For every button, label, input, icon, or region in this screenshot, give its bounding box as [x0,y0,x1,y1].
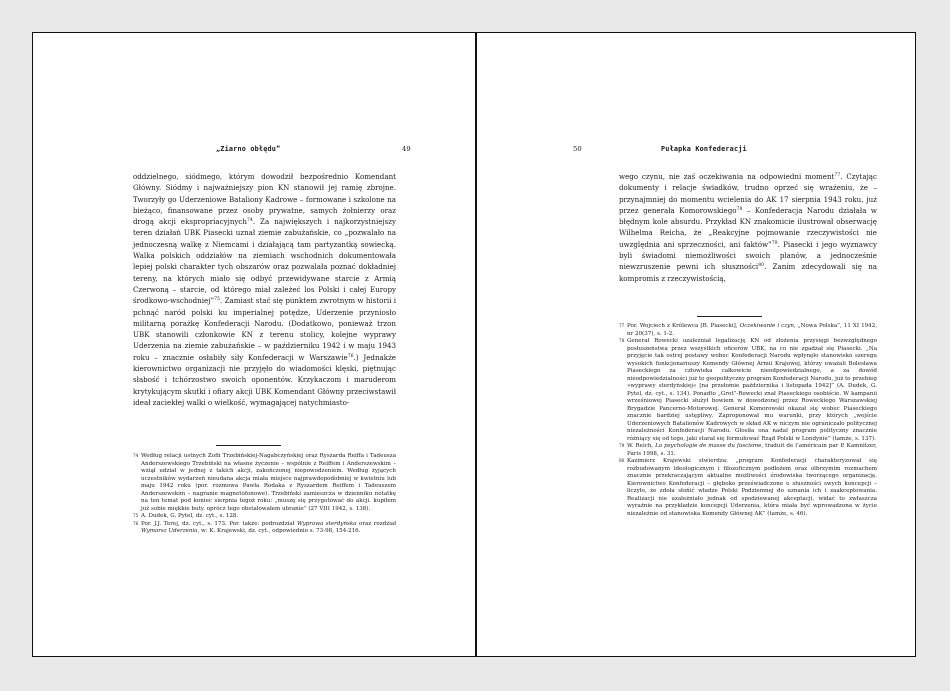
body-text-segment: . Zamiast stać się punktem zwrotnym w historii i pchnąć naród polski ku imperialnej potędze, Uderzenie przyniosło militarną porażkę Konfederacji Narodu. (Dodatkowo, ponieważ trzon UBK stanowili członkowie KN z terenu stolicy, kolejne wyprawy Uderzenia na ziemie zabużańskie – w październiku 1942 i w maju 1943 roku – znacznie osłabiły siły Konfederacji w Warszawie [133,296,396,362]
right-body-text [619,171,877,284]
left-body-text [133,171,396,408]
footnote-reference: 78 [736,206,743,212]
footnote-number: 77 [619,323,625,328]
footnote-text-segment: Kazimierz Krajewski stwierdza: „program Konfederacji charakteryzował się rozbudowanym ideologicznym i filozoficznym podłożem oraz olbrzymim rozmachem znacznie przekraczającym aktualne możliwości środowiska tworzącego organizację. Kierownictwo Konfederacji – głęboko przeświadczone o słuszności swych koncepcji – liczyło, że zdoła słońić władze Polski Podziemnej do uznania ich i zaakceptowania. Realizacji nie uzależniało jednak od spodziewanej akceptacji, widać to zwłaszcza wyraźnie na przykładzie koncepcji Uderzenia, która miała być wprowadzona w życie niezależnie od stanowiska Komendy Głównej AK” (tamże, s. 46). [627,458,877,517]
footnote-number: 80 [619,458,625,463]
footnote-title: Wyprawa sterdyńska [297,520,357,527]
footnote [619,458,877,518]
body-text-segment: . Za największych i najkorzystniejszy teren działań UBK Piasecki uznał ziemie zabużańskie, co „pozwalało na jednoczesną walkę z Niemcami i działającą tam partyzantką sowiecką. Walka polskich oddziałów na ziemiach wschodnich dokumentowała lepiej polski charakter tych obszarów oraz pozwalała poznać dokładniej tereny, na których miało się odbyć przewidywane starcie z Armią Czerwoną – starcie, od którego miał zależeć los Polski i całej Europy środkowo-wschodniej” [133,217,396,306]
footnote-text-segment: Według relacji ustnych Zofii Trzebińskiej-Nagabczyńskiej oraz Ryszarda Reiffa i Tadeusza Anderszewskiego Trzebiński na własne życzenie – wspólnie z Reiffem i Anderszewskim – wziął udział w jednej z takich akcji, zakończonej niepowodzeniem. Według żyjących uczestników wydarzeń nieudana akcja miała miejsce najprawdopodobniej w kwietniu lub maju 1942 roku (por. rozmowa Pawła Rodaka z Ryszardem Reiffem i Tadeuszem Anderszewskim – nagranie magnetofonowe). Trzebiński zamieszcza w dzienniku notatkę na ten temat pod koniec sierpnia tegoż roku: „muszę się przygotować do akcji. kupiłem już sobie miękkie buty. oprócz tego obstalowałem ubranie” (27 VIII 1942, s. 138). [141,453,396,512]
footnote-title: Oczekiwanie i czyn [739,323,794,329]
body-text-segment: . Czytając dokumenty i relacje świadków, trudno oprzeć się wrażeniu, że – przynajmniej do momentu wcielenia do AK 17 sierpnia 1943 roku, już przez generała Komorowskiego [619,172,877,215]
footnote [619,443,877,458]
footnote-reference: 79 [771,240,778,246]
left-running-title: „Ziarno obłędu” [216,145,281,153]
footnote-text [141,521,396,535]
footnote-text-segment: , „Nowa Polska”, 11 XI 1942, nr 20(37), s. 1-2. [627,323,877,337]
body-text-segment: . Piasecki i jego wyznawcy byli świadomi niemożliwości swoich planów, a jednocześnie niewzruszenie pewni ich słuszności [619,239,877,272]
body-text-segment: – Konfederacja Narodu działała w błędnym kole absurdu. Przykład KN znakomicie ilustrował obserwację Wilhelma Reicha, że „Reakcyjne pojmowanie rzeczywistości nie uwzględnia ani sprzeczności, ani faktów” [619,205,877,249]
footnote-text-segment: , traduit de l’américain par P. Kamnitzer, Paris 1998, s. 31. [627,443,877,457]
footnote [133,521,396,536]
footnote [133,513,396,521]
footnote-reference: 77 [834,173,841,178]
footnote-text-segment: A. Dudek, G. Pytel, dz. cyt., s. 128. [141,513,239,519]
footnote-text [627,458,877,517]
footnote-title: Wymarsz Uderzenia [141,528,198,534]
footnote-reference: 76 [347,353,354,359]
right-footnotes [619,323,877,518]
footnote-reference: 75 [214,297,220,303]
footnote-text-segment: Generał Rowecki uzależniał legalizację KN od złożenia przysięgi bezwzględnego posłuszeństwa przez wszystkich oficerów UBK, na co nie zgadzał się Piasecki. „Na przyjęcie tak ostrej postawy wobec Konfederacji Narodu wpłynęło stanowisko szeregu wysokich funkcjonariuszy Komendy Głównej Armii Krajowej, którzy uważali Bolesława Piaseckiego za człowieka całkowicie nieodpowiedzialnego, a za dowód nieodpowiedzialności już to geopolityczny program Konfederacji Narodu, już to przebieg »wyprawy sterdyńskiej« [na przełomie października i listopada 1942]” (A. Dudek, G. Pytel, dz. cyt., s. 134). Ponadto „Grot”-Rowecki znał Piaseckiego osobiście. W kampanii wrześniowej Piasecki służył bowiem w dowodzonej przez Roweckiego Warszawskiej Brygadzie Pancerno-Motorowej. Generał Komorowski okazał się wobec Piaseckiego znacznie bardziej ustępliwy. Zaproponował mu warunki, przy których „wejście Uderzeniowych Batalionów Kadrowych w skład AK w niczym nie ograniczało politycznej niezależności Konfederacji Narodu. Głosiła ona nadal program polityczny znacznie różniący się od tego, jaki starał się formułować Rząd Polski w Londynie” (tamże, s. 137). [627,338,877,442]
footnote-number: 78 [619,338,625,343]
footnote-reference: 74 [246,218,253,224]
footnote-text-segment: Por. Wojciech z Królewca [B. Piasecki], [627,323,740,329]
footnote [619,338,877,443]
body-paragraph [133,171,396,408]
left-page [33,33,475,656]
body-text-segment: wego czynu, nie zaś oczekiwania na odpowiedni moment [619,172,835,181]
footnote-reference: 80 [758,263,765,269]
book-spread [32,32,916,657]
footnote-text-segment: , w: K. Krajewski, dz. cyt., odpowiednio s. 73-98, 154-216. [197,528,361,534]
footnote-text-segment: Por. J.J. Terej, dz. cyt., s. 173. Por. także: podrozdział [141,520,298,527]
footnote-text [141,453,396,512]
right-running-title: Pułapka Konfederacji [661,145,747,153]
body-paragraph [619,171,877,284]
left-page-number: 49 [402,145,411,153]
footnote-text [627,443,877,457]
footnote [133,453,396,513]
footnote [619,323,877,338]
footnote-text-segment: W. Reich, [627,443,656,449]
footnote-number: 75 [133,513,139,518]
footnote-number: 79 [619,443,625,448]
left-footnotes [133,453,396,536]
right-page [477,33,917,656]
right-footnote-rule [697,316,762,317]
left-footnote-rule [216,445,281,446]
footnote-text-segment: oraz rozdział [356,520,397,527]
footnote-text [141,513,238,519]
footnote-text [627,323,877,337]
footnote-text [627,338,877,442]
body-text-segment: .) Jednakże kierownictwo organizacji nie przyjęło do wiadomości klęski, piętnując słabość i tchórzostwo swoich oponentów. Krzykaczom i maruderom krytykującym skutki i ofiary akcji UBK Komendant Główny przeciwstawił ideał zaciekłej walki o wielkość, wymagającej natychmiasto- [133,352,396,407]
footnote-number: 76 [133,520,139,526]
footnote-title: La psychologie de masse du fascisme [655,443,762,449]
footnote-number: 74 [133,453,139,458]
body-text-segment: . Zanim zdecydowali się na kompromis z rzeczywistością, [619,262,878,283]
body-text-segment: oddzielnego, siódmego, którym dowodził bezpośrednio Komendant Główny. Siódmy i najważniejszy pion KN stanowił jej ramię zbrojne. Tworzyły go Uderzeniowe Bataliony Kadrowe – formowane i szkolone na bieżąco, finansowane przez osoby prywatne, samych żołnierzy oraz drogą akcji ekspropriacyjnych [133,172,396,227]
right-page-number: 50 [573,145,582,153]
